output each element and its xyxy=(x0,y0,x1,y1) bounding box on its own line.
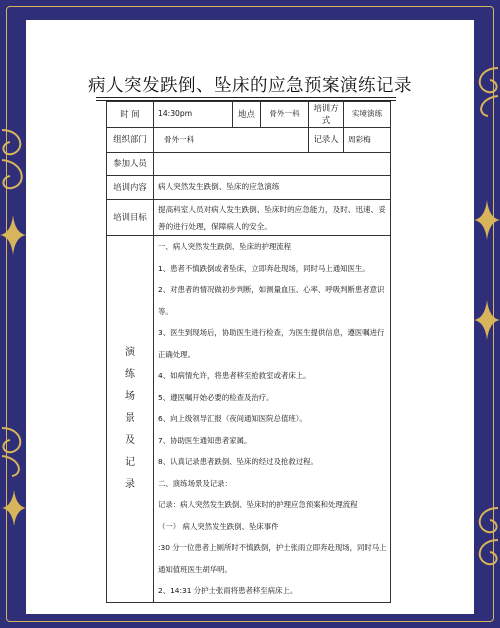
scene-label-char: 景 xyxy=(125,412,135,424)
participants-value xyxy=(154,153,391,176)
table-row xyxy=(107,128,391,153)
sparkle-star-icon xyxy=(474,300,500,340)
process-line: 7、协助医生通知患者家属。 xyxy=(158,435,252,445)
dept-value: 骨外一科 xyxy=(154,128,309,153)
scene-label-char: 录 xyxy=(125,478,135,490)
document-page xyxy=(26,20,474,614)
table-row xyxy=(107,200,391,236)
content-value: 病人突然发生跌倒、坠床的应急演练 xyxy=(154,176,391,200)
table-row xyxy=(107,102,391,128)
process-line: 通知值班医生胡华明。 xyxy=(158,564,232,574)
place-value: 骨外一科 xyxy=(261,102,309,128)
scene-label-char: 记 xyxy=(125,456,135,468)
process-line: 记录：病人突然发生跌倒、坠床时的护理应急预案和处理流程 xyxy=(158,500,358,509)
process-line: 6、向上级领导汇报（夜间通知医院总值班）。 xyxy=(158,414,307,423)
scene-label-char: 及 xyxy=(125,434,135,446)
goal-label: 培训目标 xyxy=(107,200,154,236)
method-label: 培训方式 xyxy=(309,102,344,128)
sparkle-star-icon xyxy=(2,490,26,526)
table-row xyxy=(107,176,391,200)
scene-label xyxy=(107,236,154,603)
method-value: 实境演练 xyxy=(344,102,391,128)
scene-label-char: 演 xyxy=(125,346,135,358)
content-label: 培训内容 xyxy=(107,176,154,200)
process-line: 3、医生到现场后，协助医生进行检查，为医生提供信息，遵医嘱进行 xyxy=(158,328,385,337)
process-line: 4、如病情允许，将患者移至抢救室或者床上。 xyxy=(158,371,311,380)
table-row xyxy=(107,153,391,176)
sparkle-star-icon xyxy=(474,200,500,240)
process-line: 5、遵医嘱开始必要的检查及治疗。 xyxy=(158,392,274,402)
process-line: 8、认真记录患者跌倒、坠床的经过及抢救过程。 xyxy=(158,457,318,466)
process-line: 等。 xyxy=(158,306,173,316)
drill-process-record xyxy=(154,236,391,603)
sparkle-star-icon xyxy=(0,215,26,255)
drill-record-table xyxy=(106,101,391,603)
scene-label-char: 练 xyxy=(125,368,135,380)
process-line: 正确处理。 xyxy=(158,349,195,359)
process-line: :30 分一位患者上厕所时不慎跌倒，护士张雨立即奔赴现场，同时马上 xyxy=(158,543,387,552)
process-line: 1、患者不慎跌倒或者坠床，立即奔赴现场，同时马上通知医生。 xyxy=(158,263,370,273)
goal-value: 提高科室人员对病人发生跌倒、坠床时的应急能力，及时、迅速、妥善的进行处理，保障病人的安全。 xyxy=(154,200,391,236)
process-line: 2、对患者的情况做初步判断，如测量血压、心率、呼吸判断患者意识 xyxy=(158,285,385,294)
cloud-swirl-icon xyxy=(474,60,500,120)
table-row xyxy=(107,236,391,603)
time-value: 14:30pm xyxy=(154,102,233,128)
recorder-label: 记录人 xyxy=(309,128,344,153)
process-line: 一、病人突然发生跌倒、坠床的护理流程 xyxy=(158,242,292,251)
dept-label: 组织部门 xyxy=(107,128,154,153)
time-label: 时 间 xyxy=(107,102,154,128)
document-title: 病人突发跌倒、坠床的应急预案演练记录 xyxy=(88,76,412,96)
process-line: 2、14:31 分护士张雨将患者移至病床上。 xyxy=(158,586,298,595)
place-label: 地点 xyxy=(233,102,261,128)
scene-label-char: 场 xyxy=(125,390,135,402)
cloud-swirl-icon xyxy=(474,500,500,570)
participants-label: 参加人员 xyxy=(107,153,154,176)
process-line: （一） 病人突然发生跌倒、坠床事件 xyxy=(158,521,279,531)
recorder-value: 周彩梅 xyxy=(344,128,391,153)
title-underline xyxy=(96,97,396,98)
process-line: 二、演练场景及记录： xyxy=(158,478,232,488)
